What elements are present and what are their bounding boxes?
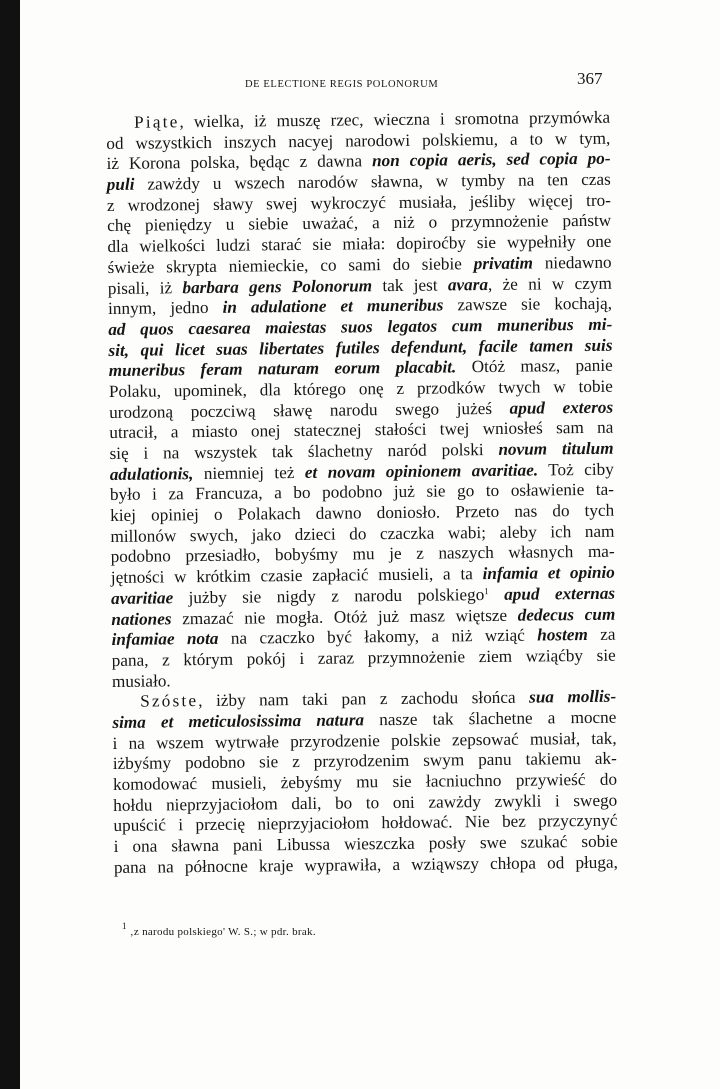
- latin-phrase: in adulatione et muneribus: [222, 295, 444, 317]
- latin-phrase: puli: [106, 174, 135, 195]
- text-segment: i na wszem wytrwałe przyrodzenie polskie zepsować musiał, tak,: [112, 728, 617, 753]
- text-segment: kiej opiniej o Polakach dawno doniosło. Przeto nas do tych: [110, 500, 615, 526]
- text-segment: tak jest: [371, 274, 448, 295]
- page-number: 367: [577, 69, 603, 88]
- text-segment: iżbyśmy podobno sie z przyrodzenim swym panu takiemu ak-: [112, 748, 617, 774]
- latin-phrase: sua mollis-: [528, 686, 617, 707]
- footnote-text: ‚z narodu polskiego' W. S.; w pdr. brak.: [129, 926, 316, 938]
- latin-phrase: privatim: [473, 253, 534, 273]
- text-segment: niemniej też: [193, 462, 305, 483]
- text-segment: Toż ciby: [537, 459, 614, 480]
- text-segment: zawżdy u wszech narodów sławna, w tymby na ten czas: [134, 169, 611, 194]
- text-segment: musiało.: [111, 670, 171, 691]
- section-lead-word: Szóste: [140, 691, 199, 711]
- text-segment: zawsze sie kochają,: [443, 293, 613, 315]
- latin-phrase: et novam opinionem avaritiae.: [304, 460, 539, 482]
- text-segment: Polaku, upominek, dla którego onę z przodków twych w tobie: [108, 376, 613, 401]
- text-segment: upuścić i przecię nieprzyjaciołom hołdować. Nie bez przyczynyć: [113, 811, 618, 836]
- footnote-reference: 1: [484, 585, 489, 596]
- latin-phrase: sima et meticulosissima natura: [112, 710, 365, 732]
- latin-phrase: muneribus feram naturam eorum placabit.: [108, 357, 457, 381]
- latin-phrase: nationes: [111, 608, 172, 629]
- text-segment: pana, z którym pokój i zaraz przymnożenie ziem wziąćby sie: [111, 645, 616, 670]
- text-segment: iż Korona polska, będąc z dawna: [106, 151, 373, 174]
- latin-phrase: sit, qui licet suas libertates futiles defendunt, facile tamen suis: [108, 335, 613, 360]
- text-segment: jętności w krótkim czasie zapłacić musieli, a ta: [110, 564, 483, 588]
- text-segment: było i za Francuza, a bo podobno już sie go to osławienie ta-: [109, 480, 615, 505]
- text-segment: jużby sie nigdy z narodu polskiego: [173, 584, 485, 608]
- section-lead-word: Piąte: [133, 112, 180, 132]
- text-segment: , iżby nam taki pan z zachodu słońca: [198, 687, 530, 711]
- text-segment: , że ni w czym: [487, 273, 612, 294]
- text-segment: świeże skrypta niemieckie, co sami do siebie: [107, 253, 474, 277]
- latin-phrase: ad quos caesarea maiestas suos legatos cum muneribus mi-: [108, 314, 613, 339]
- text-segment: podobno przesiadło, bobyśmy mu je z naszych własnych ma-: [110, 542, 615, 567]
- latin-phrase: avaritiae: [110, 588, 174, 608]
- latin-phrase: infamia et opinio: [482, 562, 615, 584]
- text-segment: [489, 585, 505, 604]
- text-segment: , wielka, iż muszę rzec, wieczna i sromotna przymówka: [179, 107, 611, 132]
- latin-phrase: adulationis,: [109, 463, 194, 484]
- text-segment: z wrodzonej sławy swej wykroczyć musiała, jeśliby więcej tro-: [106, 190, 612, 215]
- latin-phrase: non copia aeris, sed copia po-: [371, 149, 611, 171]
- main-text: [106, 108, 618, 879]
- footnote-marker: 1: [122, 921, 127, 931]
- latin-phrase: apud exteros: [509, 397, 614, 418]
- text-segment: millonów swych, jako dzieci do czaczka wabi; aleby ich nam: [110, 521, 615, 546]
- text-segment: Otóż masz, panie: [456, 355, 613, 377]
- text-segment: na czaczko być łakomy, a niż wziąć: [218, 625, 538, 649]
- running-header: DE ELECTIONE REGIS POLONORUM: [245, 79, 439, 90]
- text-segment: innym, jedno: [107, 297, 223, 319]
- text-segment: chę pieniędzy u siebie uważać, a niż o przymnożenie państw: [107, 211, 612, 236]
- latin-phrase: dedecus cum: [517, 604, 616, 625]
- text-segment: od wszystkich inszych nacyej narodowi polskiemu, a to w tym,: [106, 128, 611, 153]
- text-segment: nasze tak ślachetne a mocne: [363, 707, 617, 730]
- latin-phrase: novum titulum: [498, 438, 614, 459]
- latin-phrase: barbara gens Polonorum: [182, 275, 373, 297]
- text-segment: dla wielkości ludzi starać sie miała: dopiroćby sie wypełniły one: [107, 231, 612, 257]
- text-segment: niedawno: [532, 252, 612, 273]
- text-segment: hołdu nieprzyjaciołom dali, bo to oni zawżdy zwykli i swego: [113, 790, 618, 815]
- text-segment: utracił, a miasto onej statecznej stałości twej wniosłeś sam na: [109, 418, 614, 443]
- text-segment: urodzoną poczciwą sławę narodu swego jużeś: [109, 398, 510, 422]
- footnote: [122, 921, 316, 938]
- text-segment: zmazać nie mogła. Otóż już masz więtsze: [171, 605, 518, 628]
- text-line: [114, 852, 618, 878]
- page-binding-edge: [0, 0, 20, 1089]
- latin-phrase: apud externas: [504, 583, 616, 604]
- text-segment: się i na wszystek tak ślachetny naród polski: [109, 439, 499, 463]
- text-segment: komodować musieli, żebyśmy mu sie łacniuchno przywieść do: [112, 769, 618, 794]
- text-segment: pana na północne kraje wyprawiła, a wziąwszy chłopa od pługa,: [113, 852, 618, 877]
- text-segment: pisali, iż: [107, 277, 183, 298]
- latin-phrase: hostem: [537, 625, 588, 645]
- latin-phrase: infamiae nota: [111, 629, 219, 650]
- latin-phrase: avara: [447, 274, 489, 294]
- text-segment: i ona sławna pani Libussa wieszczka posły swe szukać sobie: [113, 831, 618, 857]
- text-segment: za: [587, 624, 616, 645]
